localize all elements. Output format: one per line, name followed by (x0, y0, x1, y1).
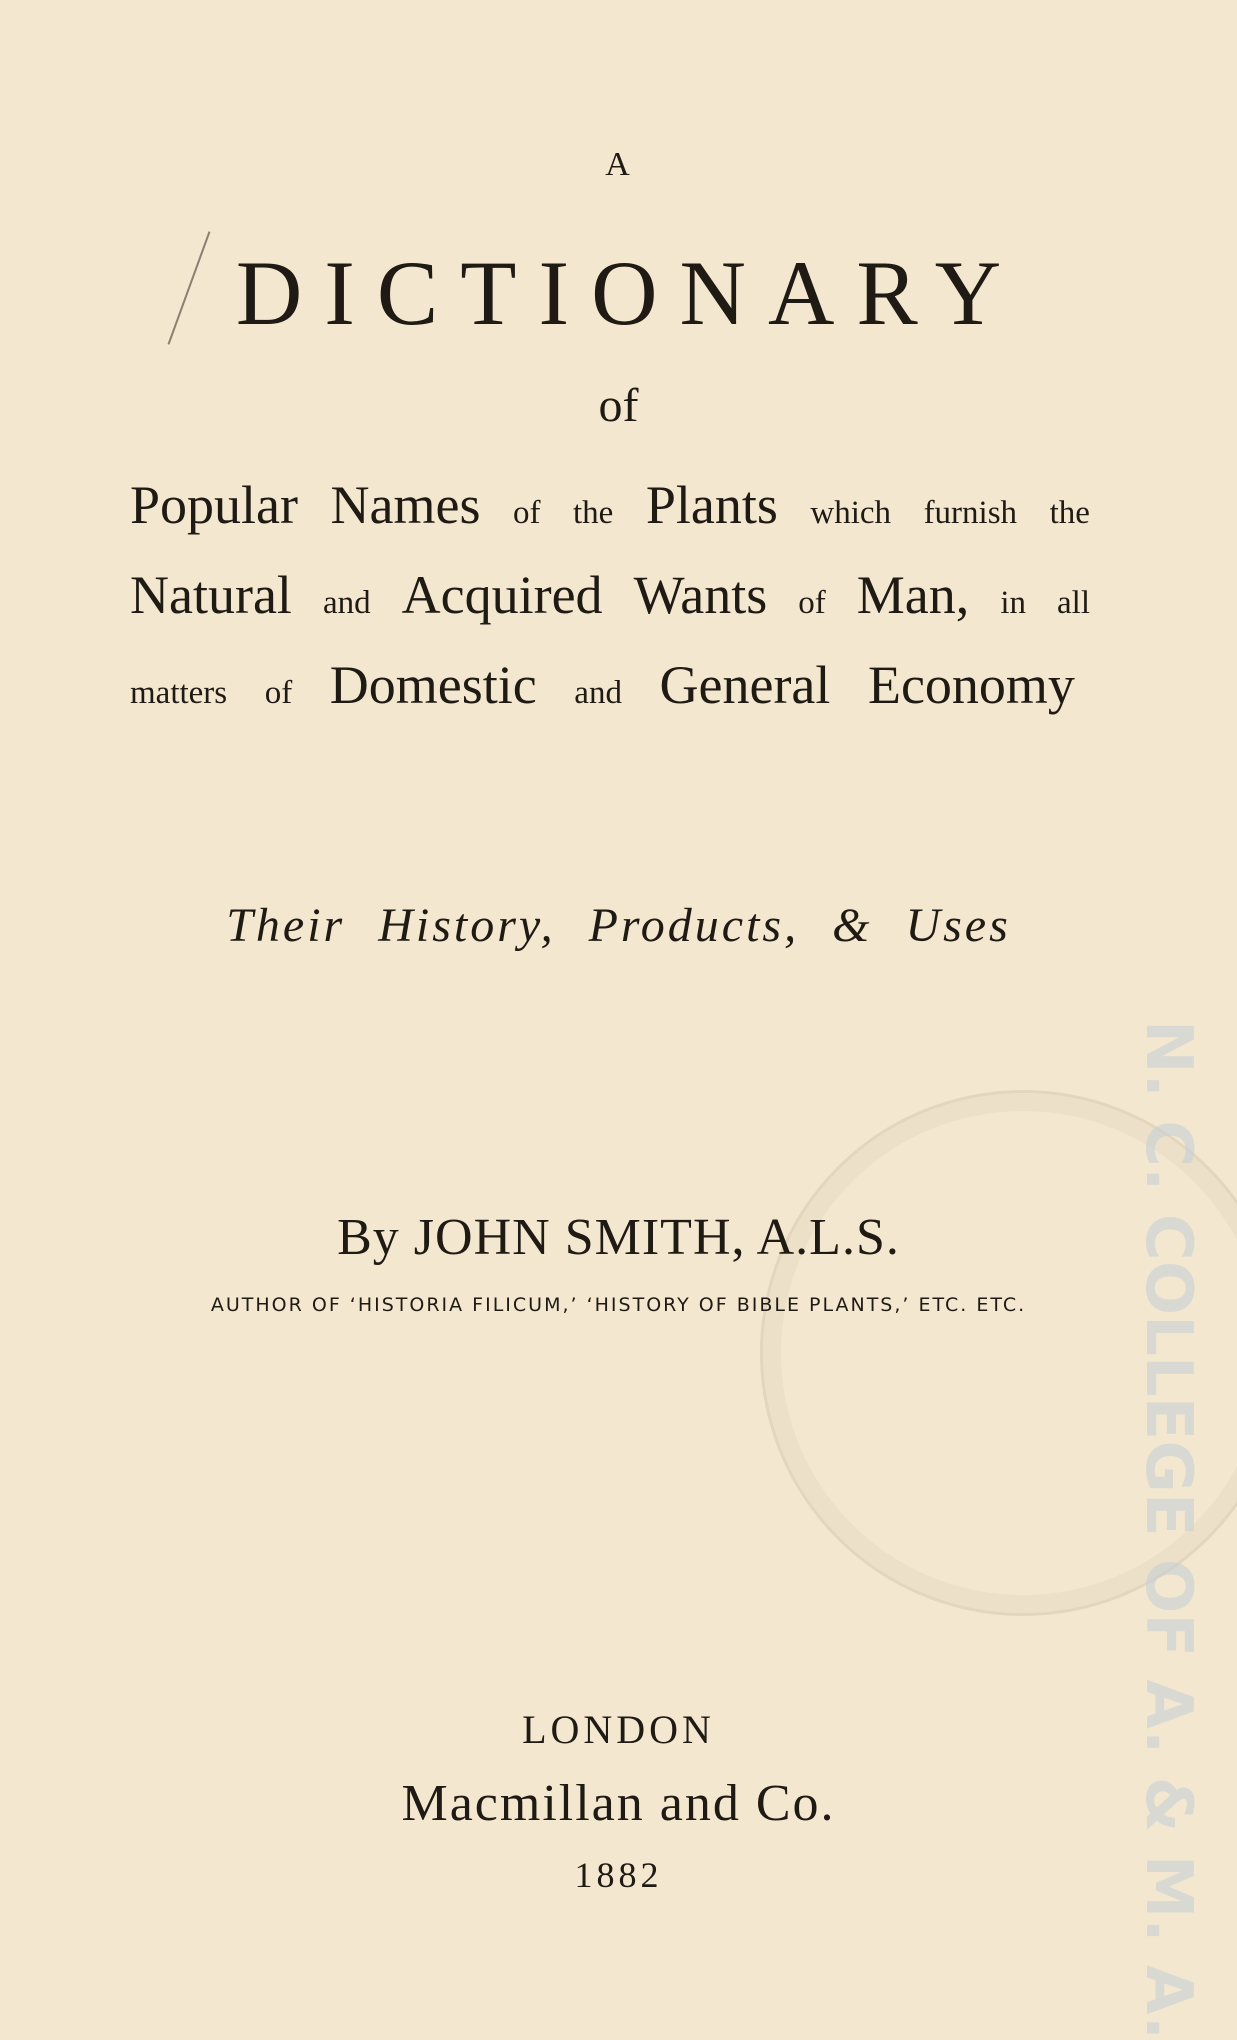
publication-year: 1882 (574, 1855, 663, 1895)
subtitle-word: the (1049, 495, 1090, 531)
subtitle-line-2 (130, 564, 1090, 626)
subtitle-word: Natural (130, 565, 292, 625)
title-of: of (598, 379, 639, 432)
subtitle-line-1 (130, 474, 1090, 536)
subtitle-word: of (264, 675, 293, 711)
subtitle-word: all (1057, 585, 1090, 621)
subtitle-word: Acquired (401, 565, 603, 625)
title-article: A (605, 146, 632, 183)
subtitle-word: furnish (923, 495, 1018, 531)
library-stamp: N. C. COLLEGE OF A. & M. A. (1131, 1020, 1205, 2040)
author-credits: AUTHOR OF ‘HISTORIA FILICUM,’ ‘HISTORY OF BIBLE PLANTS,’ ETC. ETC. (210, 1294, 1027, 1316)
subtitle-word: of (798, 585, 826, 621)
subtitle-word: and (322, 585, 371, 621)
page-title: DICTIONARY (235, 242, 1024, 344)
subtitle-word: in (1000, 585, 1026, 621)
subtitle-word: which (810, 495, 892, 531)
subtitle-word: Plants (645, 475, 778, 535)
subtitle-word: Names (330, 475, 481, 535)
subtitle-word: Economy (867, 655, 1075, 715)
subtitle-line-3 (130, 654, 1075, 716)
subtitle-word: Popular (130, 475, 298, 535)
author-line: By JOHN SMITH, A.L.S. (337, 1209, 900, 1266)
publication-place: LONDON (522, 1707, 715, 1752)
subtitle-word: General (659, 655, 831, 715)
subtitle-word: of (512, 495, 541, 531)
subtitle-word: Domestic (329, 655, 537, 715)
subtitle-word: Wants (633, 565, 768, 625)
subtitle-word: matters (130, 675, 228, 711)
subtitle-word: and (574, 675, 622, 711)
publisher: Macmillan and Co. (401, 1775, 836, 1832)
tagline: Their History, Products, & Uses (226, 899, 1011, 952)
subtitle-word: the (573, 495, 614, 531)
subtitle-word: Man, (856, 565, 970, 625)
